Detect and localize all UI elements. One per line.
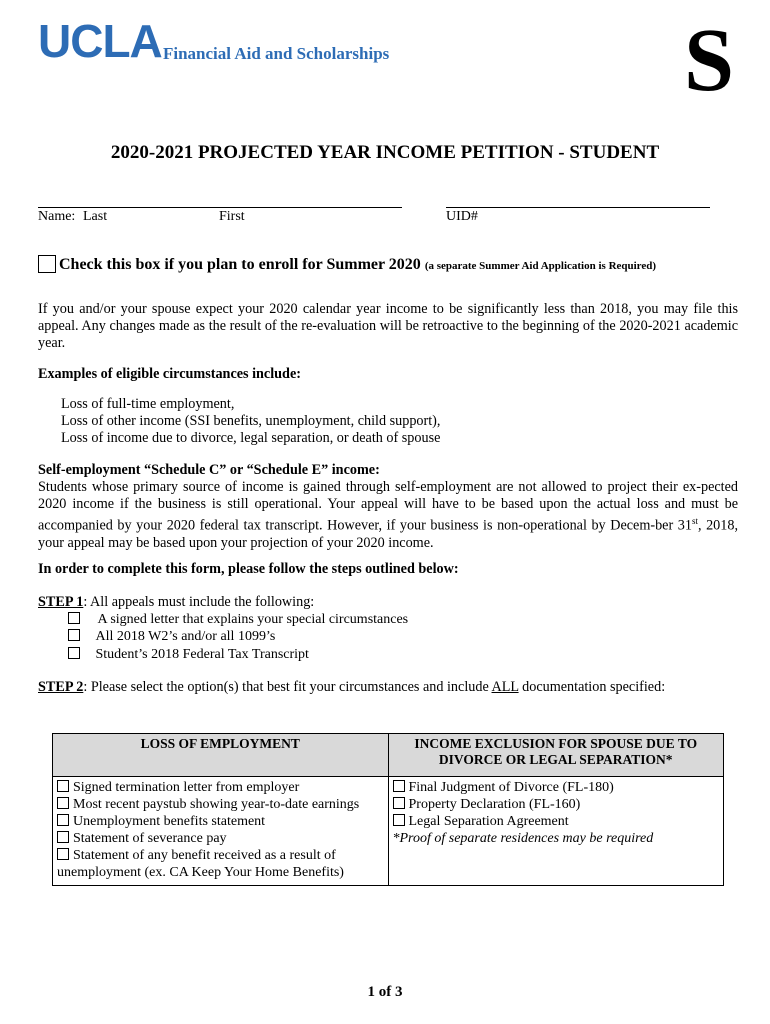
- step2-all: ALL: [491, 679, 519, 695]
- option-label: Statement of severance pay: [73, 831, 227, 846]
- step1-line: [38, 594, 738, 611]
- option-label: Property Declaration (FL-160): [408, 797, 581, 812]
- name-label: Name:: [38, 209, 76, 224]
- option-label: Signed termination letter from employer: [73, 780, 300, 795]
- spouse-note: *Proof of separate residences may be required: [392, 831, 654, 846]
- loss-of-employment-header: LOSS OF EMPLOYMENT: [53, 734, 389, 777]
- option-label: Most recent paystub showing year-to-date earnings: [73, 797, 360, 812]
- step1-checkbox[interactable]: [68, 612, 80, 624]
- ordinal-suffix: st: [691, 516, 698, 526]
- option-row[interactable]: [393, 779, 720, 796]
- step2-text-1: : Please select the option(s) that best fit your circumstances and include: [83, 679, 492, 695]
- option-label: Legal Separation Agreement: [408, 814, 569, 829]
- option-row[interactable]: [393, 796, 720, 813]
- option-checkbox[interactable]: [57, 797, 69, 809]
- summer-note: (a separate Summer Aid Application is Required): [424, 260, 657, 272]
- example-item: Loss of full-time employment,: [61, 396, 235, 412]
- self-employment-text-1: Students whose primary source of income is gained through self-employment are not allowed to project their ex-pected 2020 income if the business is still operational. Your appeal will have to be based upon the actual loss and must be accompanied by your 2020 federal tax transcript. However, if your business is non-operational by Decem-ber 31: [38, 479, 738, 534]
- option-checkbox[interactable]: [393, 814, 405, 826]
- step1-item-label: Student’s 2018 Federal Tax Transcript: [95, 647, 309, 662]
- option-row[interactable]: [57, 813, 384, 830]
- option-label: Unemployment benefits statement: [73, 814, 266, 829]
- uid-label: UID#: [446, 209, 478, 224]
- examples-heading: Examples of eligible circumstances include:: [38, 366, 301, 382]
- summer-checkbox[interactable]: [38, 255, 56, 273]
- department-name: Financial Aid and Scholarships: [163, 44, 390, 63]
- option-continuation: unemployment (ex. CA Keep Your Home Benefits): [57, 865, 344, 880]
- step2-label: STEP 2: [38, 679, 84, 695]
- step1-checkbox[interactable]: [68, 647, 80, 659]
- step1-item-label: A signed letter that explains your special circumstances: [97, 612, 409, 627]
- last-name-label: Last: [83, 209, 108, 224]
- option-label: Final Judgment of Divorce (FL-180): [408, 780, 614, 795]
- option-row[interactable]: [57, 796, 384, 813]
- example-item: Loss of other income (SSI benefits, unemployment, child support),: [61, 413, 441, 429]
- option-checkbox[interactable]: [393, 797, 405, 809]
- option-checkbox[interactable]: [57, 848, 69, 860]
- option-label: Statement of any benefit received as a result of: [73, 848, 336, 863]
- option-row[interactable]: [393, 813, 720, 830]
- ucla-logo: UCLA: [38, 15, 162, 67]
- step1-checkbox[interactable]: [68, 629, 80, 641]
- form-letter: S: [684, 11, 735, 110]
- step1-item[interactable]: [68, 646, 309, 663]
- option-row[interactable]: [57, 779, 384, 796]
- self-employment-heading: Self-employment “Schedule C” or “Schedule E” income:: [38, 462, 380, 478]
- step1-item[interactable]: [68, 628, 275, 645]
- example-item: Loss of income due to divorce, legal separation, or death of spouse: [61, 430, 441, 446]
- page-title: 2020-2021 PROJECTED YEAR INCOME PETITION - STUDENT: [110, 142, 660, 163]
- option-row[interactable]: [57, 847, 384, 864]
- page-number: 1 of 3: [367, 984, 403, 1000]
- options-table: [52, 733, 724, 886]
- option-checkbox[interactable]: [57, 831, 69, 843]
- option-row[interactable]: [57, 830, 384, 847]
- summer-text: Check this box if you plan to enroll for Summer 2020: [59, 256, 421, 273]
- loss-of-employment-cell: [53, 777, 389, 886]
- self-employment-paragraph: [38, 479, 738, 552]
- intro-paragraph: If you and/or your spouse expect your 2020 calendar year income to be significantly less than 2018, you may file this appeal. Any changes made as the result of the re-evaluation will be retroactive to the beginning of the 2020-2021 academic year.: [38, 301, 738, 351]
- step1-item-label: All 2018 W2’s and/or all 1099’s: [95, 629, 276, 644]
- name-underline: [38, 207, 402, 208]
- self-employment-text-2: , 2018, your appeal may be based upon your projection of your 2020 income.: [38, 517, 738, 551]
- steps-heading: In order to complete this form, please follow the steps outlined below:: [38, 561, 459, 577]
- option-checkbox[interactable]: [393, 780, 405, 792]
- option-checkbox[interactable]: [57, 814, 69, 826]
- step2-text-2: documentation specified:: [518, 679, 666, 695]
- income-exclusion-cell: [388, 777, 724, 886]
- uid-underline: [446, 207, 710, 208]
- first-name-label: First: [219, 209, 245, 224]
- step1-label: STEP 1: [38, 594, 84, 610]
- summer-statement: [59, 256, 656, 274]
- income-exclusion-header: INCOME EXCLUSION FOR SPOUSE DUE TO DIVORCE OR LEGAL SEPARATION*: [388, 734, 724, 777]
- step2-line: [38, 679, 738, 696]
- step1-text: : All appeals must include the following:: [83, 594, 315, 610]
- option-checkbox[interactable]: [57, 780, 69, 792]
- step1-item[interactable]: [68, 611, 408, 628]
